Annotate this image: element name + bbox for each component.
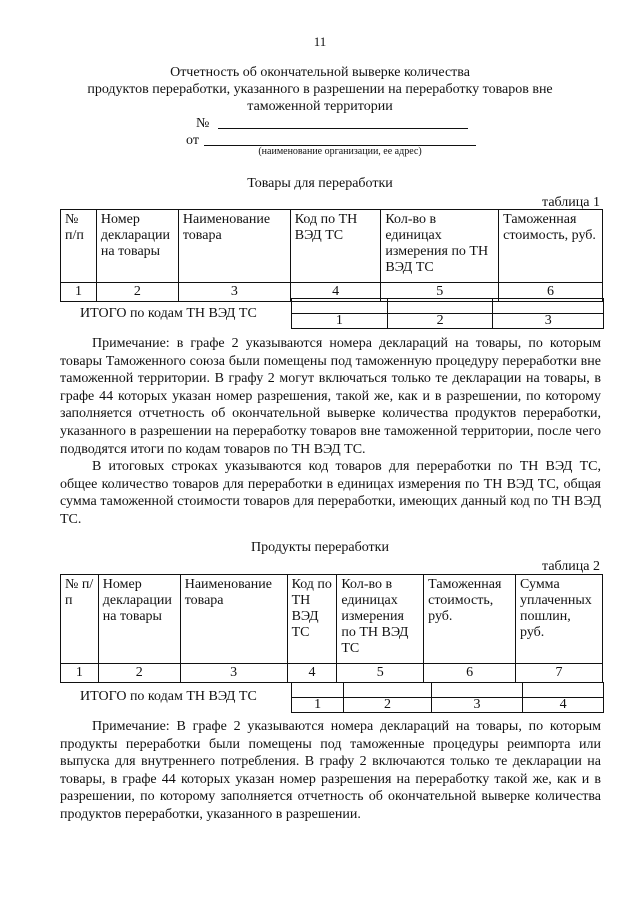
note1-paragraph-2: В итоговых строках указываются код товаров для переработки по ТН ВЭД ТС, общее количество товаров для переработки в единицах измерения по ТН ВЭД ТС, общая сумма таможенной стоимости товаров для переработки, имеющих данный код по ТН ВЭД ТС. <box>60 459 601 527</box>
table2-header-cell: Кол-во в единицах измерения по ТН ВЭД ТС <box>337 575 424 664</box>
total-number: 3 <box>493 314 604 329</box>
table2 <box>60 574 603 683</box>
table1-header-cell: Код по ТН ВЭД ТС <box>290 210 381 283</box>
number-label: № <box>196 116 210 131</box>
table2-header-row <box>61 575 603 664</box>
from-label: от <box>186 133 199 148</box>
table1-section-title: Товары для переработки <box>247 176 393 191</box>
total-cell <box>344 683 432 698</box>
note2-paragraph-1: Примечание: В графе 2 указываются номера деклараций на товары, по которым продукты переработки были помещены под таможенные процедуры реимпорта или выпуска для внутреннего потребления. В графу 2 включаются только те декларации на товары, в графе 44 которых указан номер разрешения на переработку такой же, как и в разрешении, по которому заполняется отчетность об окончательной выверке количества продуктов переработки, указанного в разрешении. <box>60 719 601 822</box>
table2-number-row <box>61 664 603 683</box>
total-number: 2 <box>387 314 493 329</box>
table2-header-cell: Таможенная стоимость, руб. <box>424 575 516 664</box>
org-hint: (наименование организации, ее адрес) <box>258 146 422 157</box>
table1-col-number: 3 <box>178 283 290 302</box>
table2-label: таблица 2 <box>542 559 600 574</box>
table2-col-number: 4 <box>287 664 337 683</box>
table1-total-label: ИТОГО по кодам ТН ВЭД ТС <box>80 306 257 321</box>
table2-total-number-row <box>292 698 604 713</box>
total-cell <box>523 683 604 698</box>
table2-header-cell: Наименование товара <box>180 575 287 664</box>
table2-total-label: ИТОГО по кодам ТН ВЭД ТС <box>80 689 257 704</box>
number-field-line <box>218 116 468 129</box>
total-cell <box>292 683 344 698</box>
total-cell <box>493 299 604 314</box>
total-cell <box>292 299 388 314</box>
total-number: 1 <box>292 314 388 329</box>
table2-col-number: 2 <box>98 664 180 683</box>
table1-col-number: 2 <box>96 283 178 302</box>
date-field-line <box>204 133 476 146</box>
total-cell <box>431 683 523 698</box>
document-title <box>60 64 580 115</box>
table2-section-title: Продукты переработки <box>251 540 389 555</box>
table1 <box>60 209 603 302</box>
table1-col-number: 1 <box>61 283 97 302</box>
note2 <box>60 718 601 824</box>
table1-header-row <box>61 210 603 283</box>
table1-header-cell: Таможенная стоимость, руб. <box>499 210 603 283</box>
total-number: 2 <box>344 698 432 713</box>
table2-col-number: 3 <box>180 664 287 683</box>
title-line-2: продуктов переработки, указанного в разрешении на переработку товаров вне <box>87 82 553 97</box>
table1-total-number-row <box>292 314 604 329</box>
table1-header-cell: Номер декларации на товары <box>96 210 178 283</box>
total-number: 3 <box>431 698 523 713</box>
title-line-3: таможенной территории <box>247 99 393 114</box>
table1-total-grid <box>291 298 604 329</box>
table2-col-number: 7 <box>516 664 603 683</box>
table2-header-cell: № п/п <box>61 575 99 664</box>
note1-paragraph-1: Примечание: в графе 2 указываются номера деклараций на товары, по которым товары Таможенного союза были помещены под таможенную процедуру переработки вне таможенной территории. В графу 2 могут включаться только те декларации на товары, в графе 44 которых указан номер разрешения, такой же, как и в разрешении, по которому заполняется отчетность об окончательной выверке количества продуктов переработки, указанного в разрешении на переработку товаров вне таможенной территории, после чего подводятся итоги по кодам товаров по ТН ВЭД ТС. <box>60 336 601 457</box>
table1-col-number: 5 <box>381 283 499 302</box>
table1-col-number: 6 <box>499 283 603 302</box>
total-number: 1 <box>292 698 344 713</box>
page-number: 11 <box>313 34 327 49</box>
total-number: 4 <box>523 698 604 713</box>
total-cell <box>387 299 493 314</box>
table2-col-number: 5 <box>337 664 424 683</box>
table2-total-blank-row <box>292 683 604 698</box>
table2-col-number: 6 <box>424 664 516 683</box>
table1-total-blank-row <box>292 299 604 314</box>
note1 <box>60 335 601 529</box>
table1-col-number: 4 <box>290 283 381 302</box>
table2-header-cell: Сумма уплаченных пошлин, руб. <box>516 575 603 664</box>
table2-col-number: 1 <box>61 664 99 683</box>
title-line-1: Отчетность об окончательной выверке количества <box>170 65 470 80</box>
table2-header-cell: Код по ТН ВЭД ТС <box>287 575 337 664</box>
table1-label: таблица 1 <box>542 195 600 210</box>
table2-header-cell: Номер декларации на товары <box>98 575 180 664</box>
table2-total-grid <box>291 682 604 713</box>
table1-header-cell: № п/п <box>61 210 97 283</box>
table1-header-cell: Кол-во в единицах измерения по ТН ВЭД ТС <box>381 210 499 283</box>
table1-header-cell: Наименование товара <box>178 210 290 283</box>
